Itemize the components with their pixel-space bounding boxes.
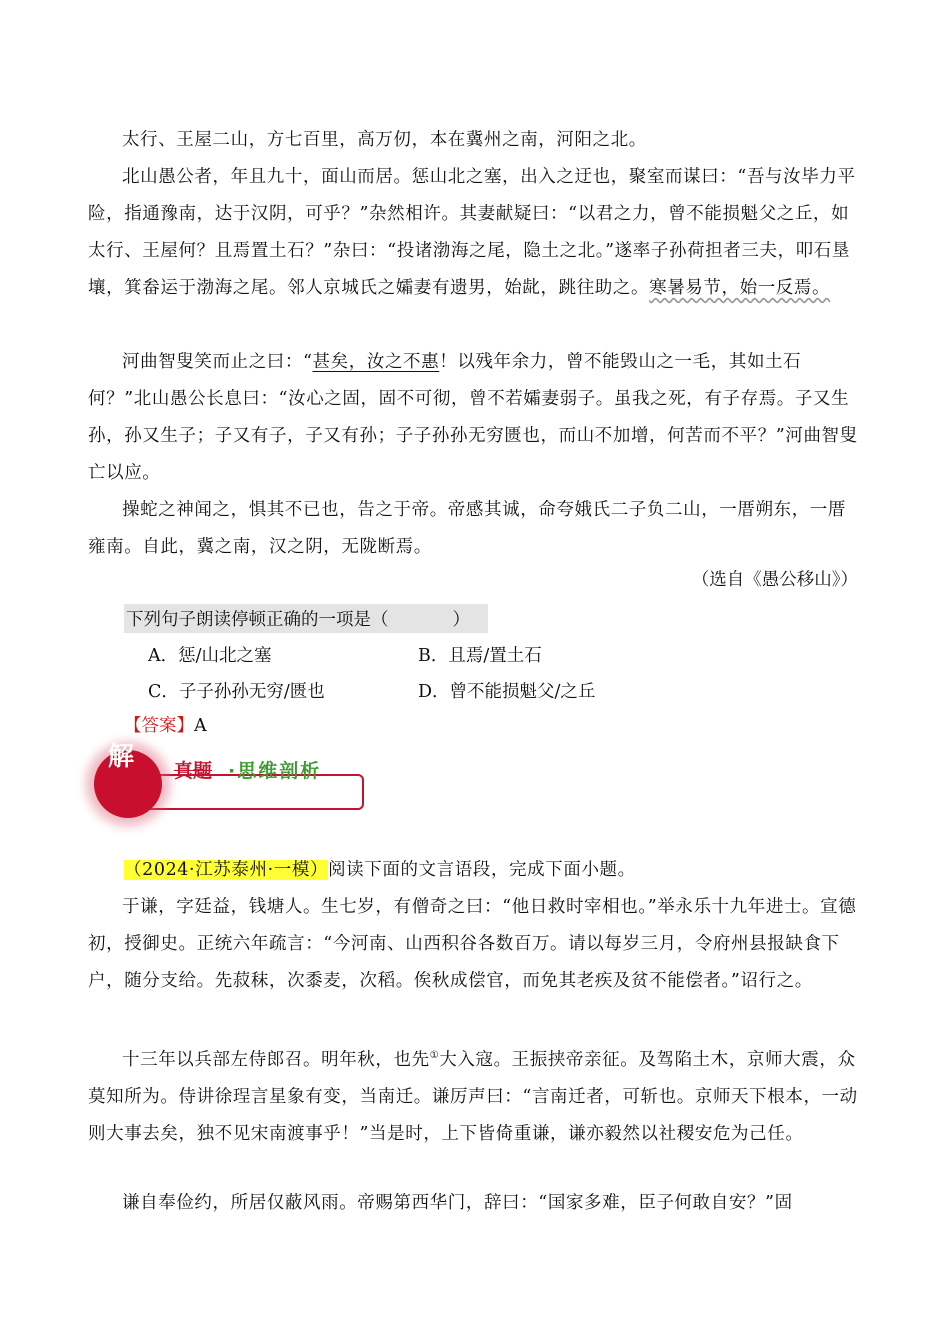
option-b: B．且焉/置土石 [418, 646, 542, 666]
option-a: A．惩/山北之塞 [148, 646, 272, 666]
passage1-paragraph-4: 操蛇之神闻之，惧其不已也，告之于帝。帝感其诚，命夸娥氏二子负二山，一厝朔东，一厝雍南。自此，冀之南，汉之阴，无陇断焉。 [88, 500, 846, 557]
question-stem [124, 604, 488, 633]
wavy-underlined-sentence: 寒暑易节，始一反焉。 [649, 278, 831, 298]
passage2-paragraph-1: 于谦，字廷益，钱塘人。生七岁，有僧奇之曰：“他日救时宰相也。”举永乐十九年进士。宣德初，授御史。正统六年疏言：“今河南、山西积谷各数百万。请以每岁三月，令府州县报缺食下户，随分支给。先菽秣，次黍麦，次稻。俟秋成偿官，而免其老疾及贫不能偿者。”诏行之。 [88, 897, 857, 991]
passage1-paragraph-1: 太行、王屋二山，方七百里，高万仞，本在冀州之南，河阳之北。 [122, 130, 647, 150]
option-c: C．子子孙孙无穷/匮也 [148, 682, 325, 702]
option-d: D．曾不能损魁父/之丘 [418, 682, 596, 702]
passage2-paragraph-2 [88, 1037, 858, 1153]
answer-line [124, 712, 207, 737]
passage1-paragraph-3-post: ！以残年余力，曾不能毁山之一毛，其如土石何？”北山愚公长息曰：“汝心之固，固不可彻，曾不若孀妻弱子。虽我之死，有子存焉。子又生孙，孙又生子；子又有子，子又有孙；子子孙孙无穷匮也，而山不加增，何苦而不平？”河曲智叟亡以应。 [88, 352, 858, 483]
question-stem-close: ） [452, 610, 470, 630]
passage2-intro [124, 852, 864, 889]
passage1-paragraph-3 [88, 344, 858, 492]
banner-title-green: ·思维剖析 [228, 760, 322, 782]
passage1-paragraph-2-text: 北山愚公者，年且九十，面山而居。惩山北之塞，出入之迂也，聚室而谋曰：“吾与汝毕力平险，指通豫南，达于汉阴，可乎？”杂然相许。其妻献疑曰：“以君之力，曾不能损魁父之丘，如太行、王屋何？且焉置土石？”杂曰：“投诸渤海之尾，隐土之北。”遂率子孙荷担者三夫，叩石垦壤，箕畚运于渤海之尾。邻人京城氏之孀妻有遗男，始龀，跳往助之。 [88, 167, 856, 298]
exam-source-tag: （2024·江苏泰州·一模） [124, 860, 329, 880]
banner-title-red: 真题 [174, 760, 213, 782]
footnote-marker: ① [429, 1050, 440, 1061]
underlined-phrase: 甚矣，汝之不惠 [312, 352, 440, 372]
banner-badge-text: 解 [108, 742, 135, 772]
passage2-paragraph-2-post: 大入寇。王振挟帝亲征。及驾陷土木，京师大震，众莫知所为。侍讲徐珵言星象有变，当南迁。谦厉声曰：“言南迁者，可斩也。京师天下根本，一动则大事去矣，独不见宋南渡事乎！”当是时，上下皆倚重谦，谦亦毅然以社稷安危为己任。 [88, 1049, 858, 1144]
passage-source: （选自《愚公移山》） [691, 570, 858, 590]
passage2-paragraph-3: 谦自奉俭约，所居仅蔽风雨。帝赐第西华门，辞曰：“国家多难，臣子何敢自安？”固 [122, 1193, 793, 1213]
answer-value: A [194, 716, 207, 736]
passage1-paragraph-3-pre: 河曲智叟笑而止之曰：“ [122, 352, 313, 372]
section-banner [90, 744, 380, 844]
passage2-intro-text: 阅读下面的文言语段，完成下面小题。 [328, 860, 636, 880]
passage2-paragraph-2-pre: 十三年以兵部左侍郎召。明年秋，也先 [122, 1049, 430, 1070]
passage1-paragraph-2 [88, 159, 858, 307]
answer-tag: 【答案】 [124, 716, 194, 736]
question-stem-text: 下列句子朗读停顿正确的一项是（ [126, 610, 389, 630]
